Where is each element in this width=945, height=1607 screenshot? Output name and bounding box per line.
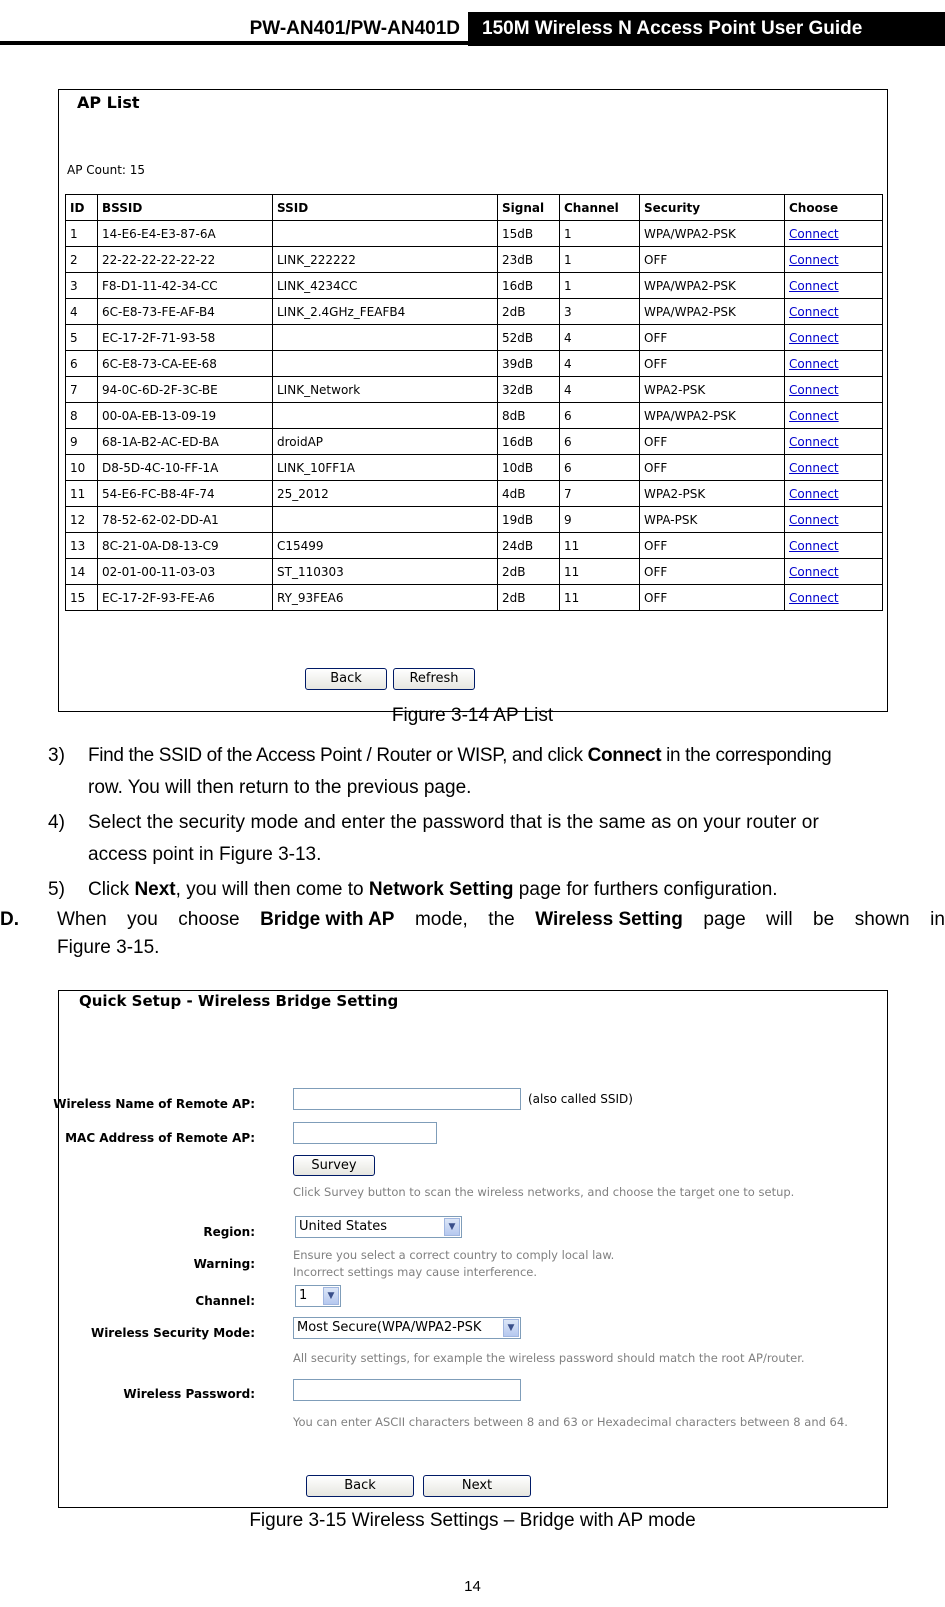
step-text-part: , you will then come to	[175, 879, 369, 900]
table-cell: OFF	[640, 455, 785, 481]
table-cell: 52dB	[498, 325, 560, 351]
table-cell: 68-1A-B2-AC-ED-BA	[98, 429, 273, 455]
table-cell: OFF	[640, 533, 785, 559]
chevron-down-icon: ▼	[444, 1218, 460, 1236]
remote-mac-input[interactable]	[293, 1122, 437, 1144]
table-cell: 3	[66, 273, 98, 299]
connect-link[interactable]: Connect	[785, 247, 883, 273]
table-cell: 32dB	[498, 377, 560, 403]
connect-link[interactable]: Connect	[785, 299, 883, 325]
table-cell: C15499	[273, 533, 498, 559]
table-cell: 9	[66, 429, 98, 455]
warning-line1: Ensure you select a correct country to comply local law.	[293, 1248, 615, 1262]
survey-button[interactable]: Survey	[293, 1155, 375, 1176]
word: you	[127, 909, 158, 930]
table-cell: 4	[560, 377, 640, 403]
remote-ssid-input[interactable]	[293, 1088, 521, 1110]
step-text-part: in the corresponding	[661, 745, 832, 766]
bridge-setting-screenshot	[53, 990, 888, 1508]
section-d-line1	[57, 904, 945, 936]
column-header: Signal	[498, 195, 560, 221]
connect-link[interactable]: Connect	[785, 533, 883, 559]
table-cell: LINK_10FF1A	[273, 455, 498, 481]
word: page	[703, 909, 746, 930]
figure-caption: Figure 3-14 AP List	[391, 705, 554, 726]
step-text-part: page for furthers configuration.	[513, 879, 778, 900]
next-term: Next	[134, 879, 176, 900]
table-row	[66, 585, 883, 611]
table-cell: 78-52-62-02-DD-A1	[98, 507, 273, 533]
table-cell: 16dB	[498, 273, 560, 299]
table-cell: 25_2012	[273, 481, 498, 507]
table-cell: LINK_222222	[273, 247, 498, 273]
table-cell: WPA2-PSK	[640, 481, 785, 507]
connect-link[interactable]: Connect	[785, 377, 883, 403]
table-cell	[273, 221, 498, 247]
table-cell: 6	[560, 455, 640, 481]
table-cell: F8-D1-11-42-34-CC	[98, 273, 273, 299]
refresh-button[interactable]: Refresh	[393, 668, 475, 690]
table-cell: OFF	[640, 325, 785, 351]
table-cell: 11	[560, 559, 640, 585]
table-cell: 5	[66, 325, 98, 351]
table-cell: 12	[66, 507, 98, 533]
table-cell: WPA/WPA2-PSK	[640, 403, 785, 429]
table-cell: OFF	[640, 247, 785, 273]
page-number: 14	[464, 1578, 481, 1595]
word: When	[57, 909, 107, 930]
security-mode-value: Most Secure(WPA/WPA2-PSK	[297, 1320, 482, 1335]
table-cell: OFF	[640, 585, 785, 611]
chevron-down-icon: ▼	[323, 1287, 339, 1305]
connect-link[interactable]: Connect	[785, 351, 883, 377]
table-cell: 14-E6-E4-E3-87-6A	[98, 221, 273, 247]
table-cell: 14	[66, 559, 98, 585]
table-row	[66, 455, 883, 481]
table-cell: 02-01-00-11-03-03	[98, 559, 273, 585]
table-cell: 11	[560, 585, 640, 611]
table-cell: 10dB	[498, 455, 560, 481]
table-cell: 54-E6-FC-B8-4F-74	[98, 481, 273, 507]
ap-list-screenshot	[58, 89, 888, 712]
table-cell: 6	[66, 351, 98, 377]
column-header: Channel	[560, 195, 640, 221]
step-text	[88, 740, 831, 772]
section-d	[0, 904, 945, 964]
back-button[interactable]: Back	[306, 1475, 414, 1497]
connect-link[interactable]: Connect	[785, 403, 883, 429]
table-cell: OFF	[640, 559, 785, 585]
table-cell: RY_93FEA6	[273, 585, 498, 611]
header-guide-title: 150M Wireless N Access Point User Guide	[468, 12, 945, 46]
connect-link[interactable]: Connect	[785, 325, 883, 351]
ssid-hint: (also called SSID)	[528, 1092, 633, 1106]
table-cell: 23dB	[498, 247, 560, 273]
word: be	[813, 909, 835, 930]
ap-list-title: AP List	[77, 93, 140, 112]
ap-list-table	[65, 194, 883, 611]
table-cell: droidAP	[273, 429, 498, 455]
table-cell: 8dB	[498, 403, 560, 429]
header-rule	[0, 41, 468, 45]
table-cell: WPA2-PSK	[640, 377, 785, 403]
section-letter: D.	[0, 909, 19, 930]
back-button[interactable]: Back	[305, 668, 387, 690]
wireless-password-input[interactable]	[293, 1379, 521, 1401]
table-row	[66, 351, 883, 377]
table-cell: 22-22-22-22-22-22	[98, 247, 273, 273]
table-cell: 39dB	[498, 351, 560, 377]
table-cell: WPA/WPA2-PSK	[640, 221, 785, 247]
survey-hint: Click Survey button to scan the wireless networks, and choose the target one to setup.	[293, 1185, 795, 1199]
table-row	[66, 221, 883, 247]
connect-link[interactable]: Connect	[785, 221, 883, 247]
table-cell: 1	[560, 273, 640, 299]
table-cell: 15	[66, 585, 98, 611]
table-cell: LINK_Network	[273, 377, 498, 403]
password-hint: You can enter ASCII characters between 8 and 63 or Hexadecimal characters between 8 and 64.	[293, 1415, 848, 1429]
connect-link[interactable]: Connect	[785, 429, 883, 455]
warning-line2: Incorrect settings may cause interference.	[293, 1265, 538, 1279]
table-cell: 24dB	[498, 533, 560, 559]
table-cell: 2	[66, 247, 98, 273]
word: will	[766, 909, 793, 930]
network-setting-term: Network Setting	[368, 879, 514, 900]
table-cell: EC-17-2F-93-FE-A6	[98, 585, 273, 611]
ssid-label: Wireless Name of Remote AP:	[53, 1097, 255, 1111]
step-number: 4)	[48, 812, 65, 833]
step-text-line2: row. You will then return to the previous page.	[88, 777, 472, 798]
warning-label: Warning:	[193, 1257, 255, 1271]
figure-caption: Figure 3-15 Wireless Settings – Bridge with AP mode	[249, 1510, 696, 1531]
ap-count: AP Count: 15	[67, 163, 146, 177]
step-text	[88, 874, 778, 906]
table-cell: 4dB	[498, 481, 560, 507]
column-header: SSID	[273, 195, 498, 221]
table-cell: 19dB	[498, 507, 560, 533]
table-row	[66, 377, 883, 403]
step-text-part: Click	[88, 879, 135, 900]
word: in	[930, 909, 945, 930]
next-button[interactable]: Next	[423, 1475, 531, 1497]
table-row	[66, 273, 883, 299]
table-cell: WPA-PSK	[640, 507, 785, 533]
table-row	[66, 247, 883, 273]
step-text: Select the security mode and enter the password that is the same as on your router or	[88, 812, 819, 833]
security-mode-label: Wireless Security Mode:	[90, 1326, 255, 1340]
table-cell: 4	[66, 299, 98, 325]
header-model: PW-AN401/PW-AN401D	[249, 18, 460, 39]
table-cell: LINK_2.4GHz_FEAFB4	[273, 299, 498, 325]
connect-link[interactable]: Connect	[785, 559, 883, 585]
table-cell: 2dB	[498, 585, 560, 611]
table-cell: 2dB	[498, 559, 560, 585]
channel-select[interactable]	[295, 1285, 341, 1307]
channel-value: 1	[299, 1288, 308, 1303]
column-header: ID	[66, 195, 98, 221]
word: the	[488, 909, 515, 930]
table-cell: 3	[560, 299, 640, 325]
password-label: Wireless Password:	[123, 1387, 255, 1401]
table-cell: 8C-21-0A-D8-13-C9	[98, 533, 273, 559]
column-header: BSSID	[98, 195, 273, 221]
table-cell: 6	[560, 429, 640, 455]
column-header: Choose	[785, 195, 883, 221]
region-select[interactable]	[295, 1216, 462, 1238]
table-cell: 11	[66, 481, 98, 507]
table-cell: 6C-E8-73-CA-EE-68	[98, 351, 273, 377]
ap-list-header-row	[66, 195, 883, 221]
table-row	[66, 325, 883, 351]
mac-label: MAC Address of Remote AP:	[65, 1131, 255, 1145]
step-text-part: Find the SSID of the Access Point / Router or WISP, and click	[88, 745, 588, 766]
table-cell: 00-0A-EB-13-09-19	[98, 403, 273, 429]
wireless-setting-term: Wireless Setting	[535, 909, 683, 930]
connect-link[interactable]: Connect	[785, 507, 883, 533]
table-cell: 4	[560, 325, 640, 351]
table-cell: 6C-E8-73-FE-AF-B4	[98, 299, 273, 325]
word: mode,	[414, 909, 468, 930]
connect-term: Connect	[587, 745, 662, 766]
table-cell: 8	[66, 403, 98, 429]
region-value: United States	[299, 1219, 388, 1234]
region-label: Region:	[203, 1225, 255, 1239]
table-cell: OFF	[640, 429, 785, 455]
table-cell: 10	[66, 455, 98, 481]
table-cell: D8-5D-4C-10-FF-1A	[98, 455, 273, 481]
table-cell: 2dB	[498, 299, 560, 325]
table-row	[66, 559, 883, 585]
table-cell: 16dB	[498, 429, 560, 455]
table-cell	[273, 351, 498, 377]
connect-link[interactable]: Connect	[785, 455, 883, 481]
channel-label: Channel:	[195, 1294, 255, 1308]
chevron-down-icon: ▼	[503, 1319, 519, 1337]
table-row	[66, 533, 883, 559]
bridge-setting-title: Quick Setup - Wireless Bridge Setting	[79, 992, 399, 1010]
step-number: 3)	[48, 745, 65, 766]
table-cell: 9	[560, 507, 640, 533]
connect-link[interactable]: Connect	[785, 585, 883, 611]
table-cell: WPA/WPA2-PSK	[640, 273, 785, 299]
table-cell: EC-17-2F-71-93-58	[98, 325, 273, 351]
table-cell: 11	[560, 533, 640, 559]
connect-link[interactable]: Connect	[785, 273, 883, 299]
table-cell	[273, 403, 498, 429]
table-cell: 1	[560, 221, 640, 247]
table-row	[66, 299, 883, 325]
step-number: 5)	[48, 879, 65, 900]
table-cell: 7	[66, 377, 98, 403]
table-cell: 4	[560, 351, 640, 377]
table-cell: OFF	[640, 351, 785, 377]
table-cell	[273, 507, 498, 533]
table-cell: 15dB	[498, 221, 560, 247]
security-mode-select[interactable]	[293, 1317, 521, 1339]
security-hint: All security settings, for example the wireless password should match the root AP/router.	[293, 1351, 805, 1365]
table-cell: 94-0C-6D-2F-3C-BE	[98, 377, 273, 403]
word: choose	[178, 909, 240, 930]
table-row	[66, 481, 883, 507]
table-cell	[273, 325, 498, 351]
table-cell: ST_110303	[273, 559, 498, 585]
column-header: Security	[640, 195, 785, 221]
table-row	[66, 507, 883, 533]
table-row	[66, 429, 883, 455]
section-d-line2: Figure 3-15.	[57, 937, 160, 958]
step-text-line2: access point in Figure 3-13.	[88, 844, 322, 865]
table-cell: 1	[66, 221, 98, 247]
table-row	[66, 403, 883, 429]
connect-link[interactable]: Connect	[785, 481, 883, 507]
table-cell: WPA/WPA2-PSK	[640, 299, 785, 325]
table-cell: LINK_4234CC	[273, 273, 498, 299]
word: shown	[854, 909, 910, 930]
table-cell: 1	[560, 247, 640, 273]
bridge-with-ap-term: Bridge with AP	[260, 909, 395, 930]
table-cell: 7	[560, 481, 640, 507]
table-cell: 6	[560, 403, 640, 429]
table-cell: 13	[66, 533, 98, 559]
